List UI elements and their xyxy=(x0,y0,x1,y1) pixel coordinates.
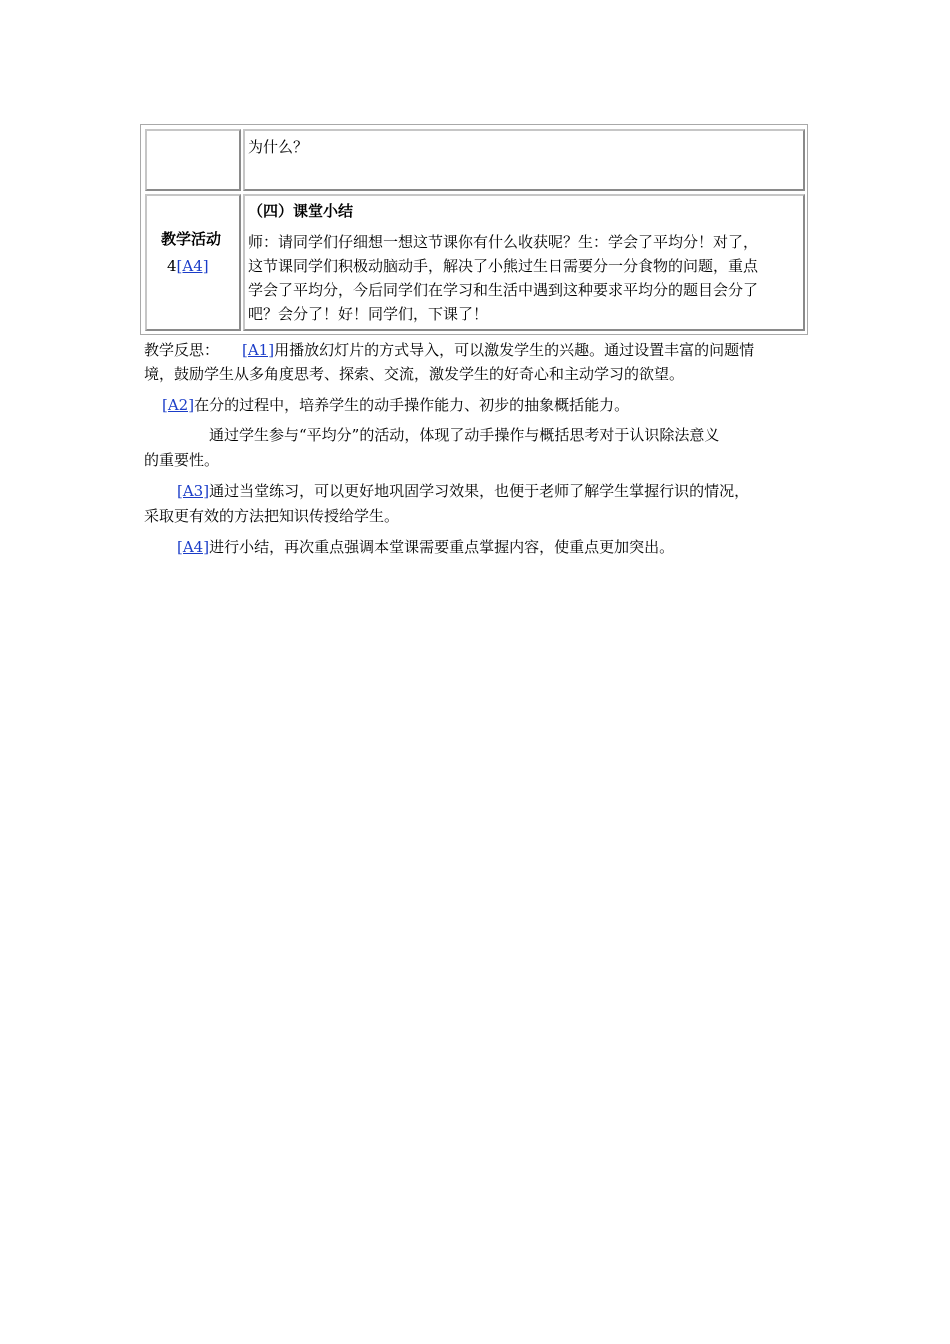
reflection-p3-line1: 通过学生参与“平均分”的活动，体现了动手操作与概括思考对于认识除法意义 xyxy=(209,426,720,444)
reflection-a2-line: [A2]在分的过程中，培养学生的动手操作能力、初步的抽象概括能力。 xyxy=(162,396,630,414)
reflection-a4-line: [A4]进行小结，再次重点强调本堂课需要重点掌握内容，使重点更加突出。 xyxy=(177,538,675,556)
table-cell-summary xyxy=(243,194,805,331)
comment-ref-a4-link[interactable]: [A4] xyxy=(176,257,209,275)
activity-label: 教学活动 xyxy=(161,230,222,248)
comment-ref-a2-link[interactable]: [A2] xyxy=(162,396,195,414)
reflection-a3-line: [A3]通过当堂练习，可以更好地巩固学习效果，也便于老师了解学生掌握行识的情况， xyxy=(177,482,750,500)
reflection-a3-line2: 采取更有效的方法把知识传授给学生。 xyxy=(144,507,400,525)
summary-line: 这节课同学们积极动脑动手，解决了小熊过生日需要分一分食物的问题，重点 xyxy=(248,257,759,275)
lesson-table xyxy=(140,124,808,335)
table-cell-empty xyxy=(145,129,241,191)
summary-line: 师：请同学们仔细想一想这节课你有什么收获呢？生：学会了平均分！对了， xyxy=(248,233,759,251)
comment-ref-a1-link[interactable]: [A1] xyxy=(242,341,275,359)
table-cell-activity-label xyxy=(145,194,241,331)
table-cell-row1-content xyxy=(243,129,805,191)
activity-label-number: 4[A4] xyxy=(167,257,209,275)
reflection-p3-line2: 的重要性。 xyxy=(144,451,220,469)
reflection-a1-line2: 境，鼓励学生从多角度思考、探索、交流，激发学生的好奇心和主动学习的欲望。 xyxy=(144,365,685,383)
summary-heading: （四）课堂小结 xyxy=(248,202,354,220)
summary-line: 吧？会分了！好！同学们，下课了！ xyxy=(248,305,489,323)
reflection-label: 教学反思： xyxy=(144,341,220,359)
summary-line: 学会了平均分，今后同学们在学习和生活中遇到这种要求平均分的题目会分了 xyxy=(248,281,759,299)
comment-ref-a3-link[interactable]: [A3] xyxy=(177,482,210,500)
row1-text: 为什么？ xyxy=(248,138,309,156)
reflection-a1-line: [A1]用播放幻灯片的方式导入，可以激发学生的兴趣。通过设置丰富的问题情 xyxy=(242,341,755,359)
comment-ref-a4-link[interactable]: [A4] xyxy=(177,538,210,556)
